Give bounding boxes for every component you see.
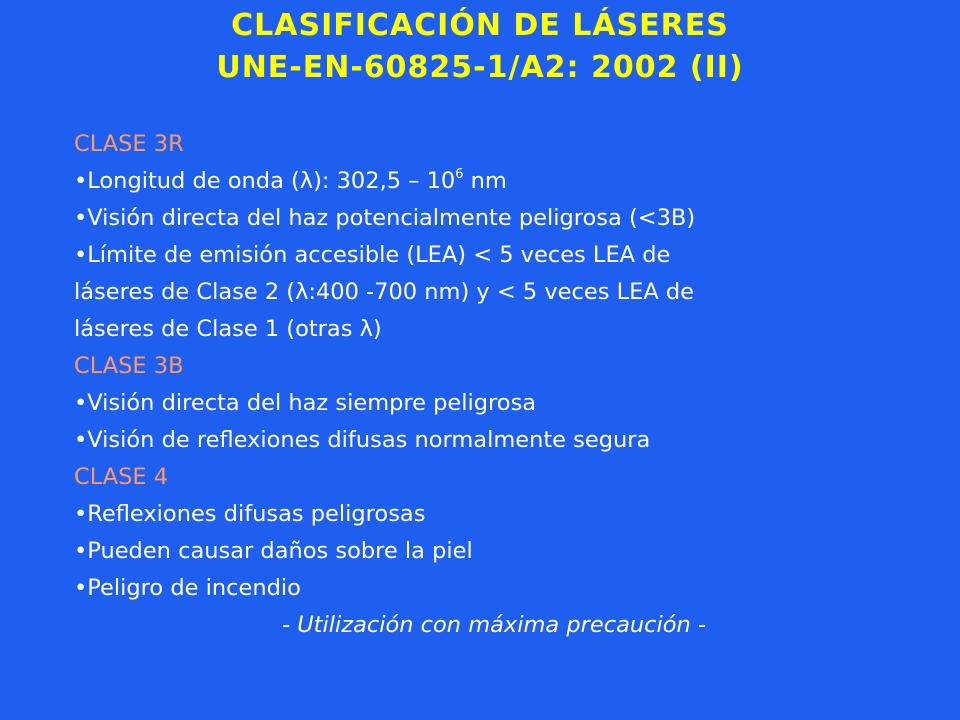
bullet-wavelength-text: •Longitud de onda (λ): 302,5 – 10 <box>74 168 456 194</box>
bullet-diffuse-safe: •Visión de reflexiones difusas normalmente segura <box>74 427 651 453</box>
bullet-wavelength-unit: nm <box>463 168 507 194</box>
bullet-skin-damage: •Pueden causar daños sobre la piel <box>74 538 473 564</box>
bullet-lea-line-1: •Límite de emisión accesible (LEA) < 5 veces LEA de <box>74 242 671 268</box>
bullet-fire-hazard: •Peligro de incendio <box>74 575 301 601</box>
slide-title: CLASIFICACIÓN DE LÁSERES <box>231 8 729 43</box>
class-4-heading: CLASE 4 <box>74 464 169 490</box>
bullet-lea-line-3: láseres de Clase 1 (otras λ) <box>74 316 382 342</box>
class-3b-heading: CLASE 3B <box>74 353 184 379</box>
bullet-lea-line-2: láseres de Clase 2 (λ:400 -700 nm) y < 5 veces LEA de <box>74 279 694 305</box>
class-3r-heading: CLASE 3R <box>74 131 184 157</box>
bullet-direct-view: •Visión directa del haz potencialmente peligrosa (<3B) <box>74 205 696 231</box>
bullet-direct-view-dangerous: •Visión directa del haz siempre peligrosa <box>74 390 537 416</box>
slide-body <box>74 126 914 644</box>
bullet-diffuse-dangerous: •Reflexiones difusas peligrosas <box>74 501 426 527</box>
bullet-wavelength <box>74 163 914 200</box>
slide-subtitle: UNE-EN-60825-1/A2: 2002 (II) <box>216 50 744 85</box>
exponent: 6 <box>455 166 464 182</box>
footer-note: - Utilización con máxima precaución - <box>281 612 707 638</box>
